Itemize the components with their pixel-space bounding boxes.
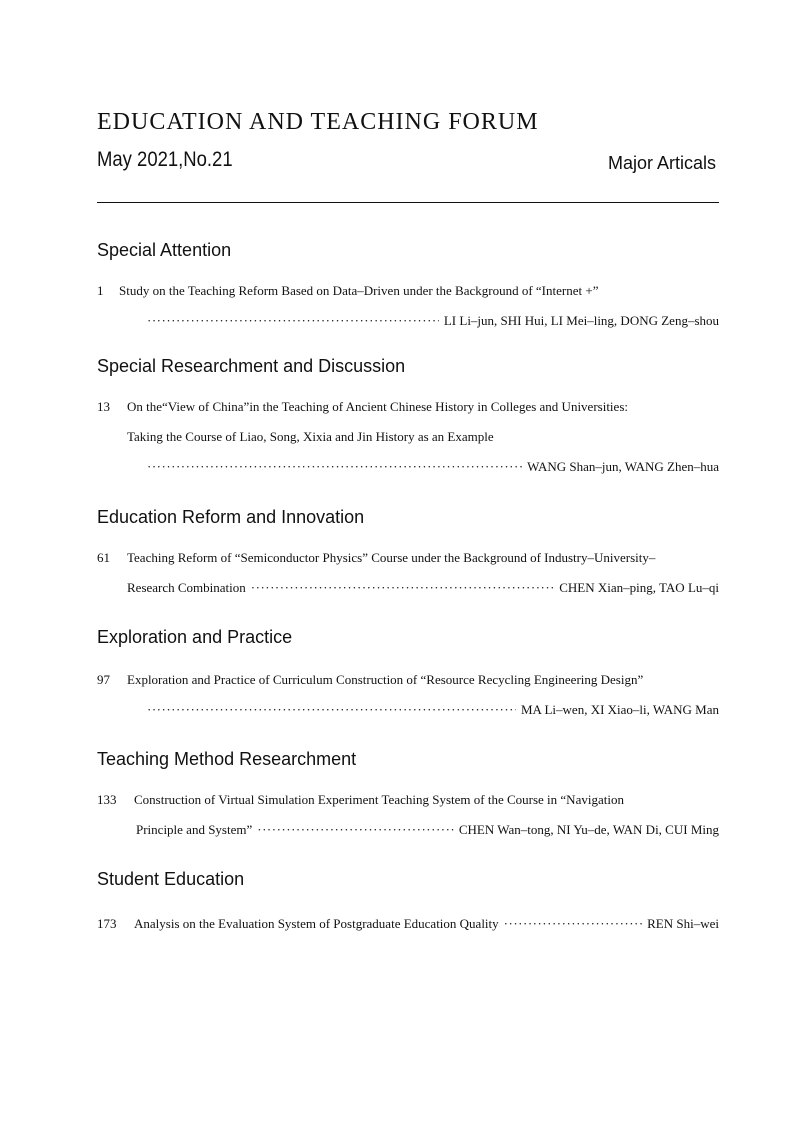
dot-leader xyxy=(147,457,522,477)
journal-title: EDUCATION AND TEACHING FORUM xyxy=(97,109,539,135)
entry-title: Study on the Teaching Reform Based on Data–Driven under the Background of “Internet +” xyxy=(119,283,599,298)
dot-leader xyxy=(251,578,554,598)
section-title: Student Education xyxy=(97,869,245,889)
entry-title-line xyxy=(97,548,719,578)
dot-leader xyxy=(147,700,516,720)
section-exploration-practice xyxy=(97,624,719,730)
toc-entry[interactable] xyxy=(97,397,719,487)
entry-author-line xyxy=(97,457,719,487)
entry-author-line xyxy=(97,578,719,608)
entry-page-number: 61 xyxy=(97,550,110,565)
entry-author-line xyxy=(97,820,719,850)
issue-label: May 2021,No.21 xyxy=(97,148,233,171)
entry-title: Exploration and Practice of Curriculum Construction of “Resource Recycling Engineering Design” xyxy=(127,672,644,687)
dot-leader xyxy=(147,311,439,331)
entry-page-number: 1 xyxy=(97,283,104,298)
entry-page-number: 13 xyxy=(97,399,110,414)
entry-title: Teaching Reform of “Semiconductor Physics” Course under the Background of Industry–University– xyxy=(127,550,656,565)
section-title: Exploration and Practice xyxy=(97,627,293,647)
section-title: Special Attention xyxy=(97,240,232,260)
entry-title-line xyxy=(97,427,719,457)
header-divider xyxy=(97,202,719,203)
issue-line xyxy=(97,148,719,178)
dot-leader xyxy=(504,914,642,934)
entry-authors: REN Shi–wei xyxy=(647,916,719,931)
entry-title-line xyxy=(97,397,719,427)
major-articles-label: Major Articals xyxy=(607,153,716,173)
entry-authors: CHEN Wan–tong, NI Yu–de, WAN Di, CUI Ming xyxy=(458,822,719,837)
entry-authors: CHEN Xian–ping, TAO Lu–qi xyxy=(559,580,719,595)
section-special-attention xyxy=(97,237,719,341)
entry-author-line xyxy=(97,914,719,944)
entry-title-continued: Taking the Course of Liao, Song, Xixia and Jin History as an Example xyxy=(127,429,494,444)
section-teaching-method xyxy=(97,746,719,850)
entry-authors: MA Li–wen, XI Xiao–li, WANG Man xyxy=(521,702,719,717)
section-special-researchment xyxy=(97,353,719,487)
toc-entry[interactable] xyxy=(97,790,719,850)
entry-authors: WANG Shan–jun, WANG Zhen–hua xyxy=(527,459,719,474)
entry-authors: LI Li–jun, SHI Hui, LI Mei–ling, DONG Zeng–shou xyxy=(443,313,719,328)
entry-title-tail: Analysis on the Evaluation System of Postgraduate Education Quality xyxy=(134,916,499,931)
entry-title: Construction of Virtual Simulation Experiment Teaching System of the Course in “Navigation xyxy=(134,792,624,807)
entry-title-line xyxy=(97,670,719,700)
toc-entry[interactable] xyxy=(97,548,719,608)
section-title: Teaching Method Researchment xyxy=(97,749,357,769)
dot-leader xyxy=(257,820,454,840)
entry-author-line xyxy=(97,311,719,341)
entry-page-number: 133 xyxy=(97,792,117,807)
entry-page-number: 97 xyxy=(97,672,110,687)
section-education-reform xyxy=(97,504,719,608)
toc-entry[interactable] xyxy=(97,914,719,944)
entry-title-tail: Principle and System” xyxy=(136,822,253,837)
entry-page-number: 173 xyxy=(97,916,117,931)
toc-entry[interactable] xyxy=(97,281,719,341)
toc-entry[interactable] xyxy=(97,670,719,730)
entry-title: On the“View of China”in the Teaching of Ancient Chinese History in Colleges and Universities: xyxy=(127,399,628,414)
section-title: Special Researchment and Discussion xyxy=(97,356,406,376)
section-title: Education Reform and Innovation xyxy=(97,507,365,527)
entry-title-line xyxy=(97,790,719,820)
entry-author-line xyxy=(97,700,719,730)
entry-title-line xyxy=(97,281,719,311)
entry-title-tail: Research Combination xyxy=(127,580,246,595)
section-student-education xyxy=(97,866,719,944)
